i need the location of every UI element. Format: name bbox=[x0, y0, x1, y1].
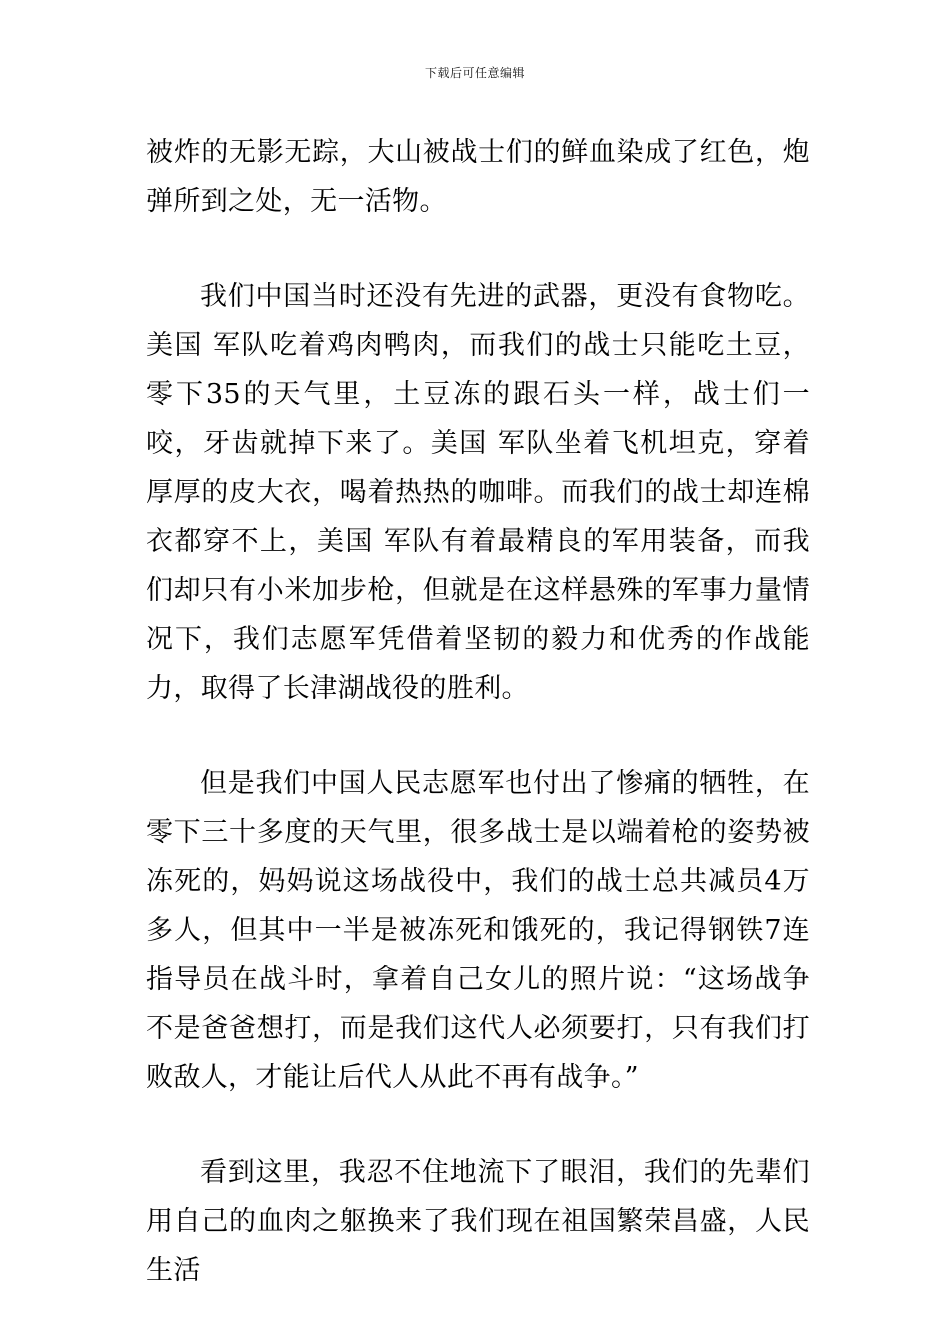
paragraph-4: 看到这里，我忍不住地流下了眼泪，我们的先辈们用自己的血肉之躯换来了我们现在祖国繁荣昌盛，人民生活 bbox=[146, 1157, 810, 1286]
document-body bbox=[146, 128, 810, 1341]
paragraph-3: 但是我们中国人民志愿军也付出了惨痛的牺牲，在零下三十多度的天气里，很多战士是以端着枪的姿势被冻死的，妈妈说这场战役中，我们的战士总共减员4万多人，但其中一半是被冻死和饿死的，我记得钢铁7连指导员在战斗时，拿着自己女儿的照片说：“这场战争不是爸爸想打，而是我们这代人必须要打，只有我们打败敌人，才能让后代人从此不再有战争。” bbox=[146, 768, 810, 1093]
paragraph-1: 被炸的无影无踪，大山被战士们的鲜血染成了红色，炮弹所到之处，无一活物。 bbox=[146, 137, 810, 217]
page-header-note: 下载后可任意编辑 bbox=[424, 66, 525, 80]
paragraph-2: 我们中国当时还没有先进的武器，更没有食物吃。美国 军队吃着鸡肉鸭肉，而我们的战士只能吃土豆，零下35的天气里，土豆冻的跟石头一样，战士们一咬，牙齿就掉下来了。美国 军队坐着飞机坦克，穿着厚厚的皮大衣，喝着热热的咖啡。而我们的战士却连棉衣都穿不上，美国 军队有着最精良的军用装备，而我们却只有小米加步枪，但就是在这样悬殊的军事力量情况下，我们志愿军凭借着坚韧的毅力和优秀的作战能力，取得了长津湖战役的胜利。 bbox=[146, 281, 810, 704]
